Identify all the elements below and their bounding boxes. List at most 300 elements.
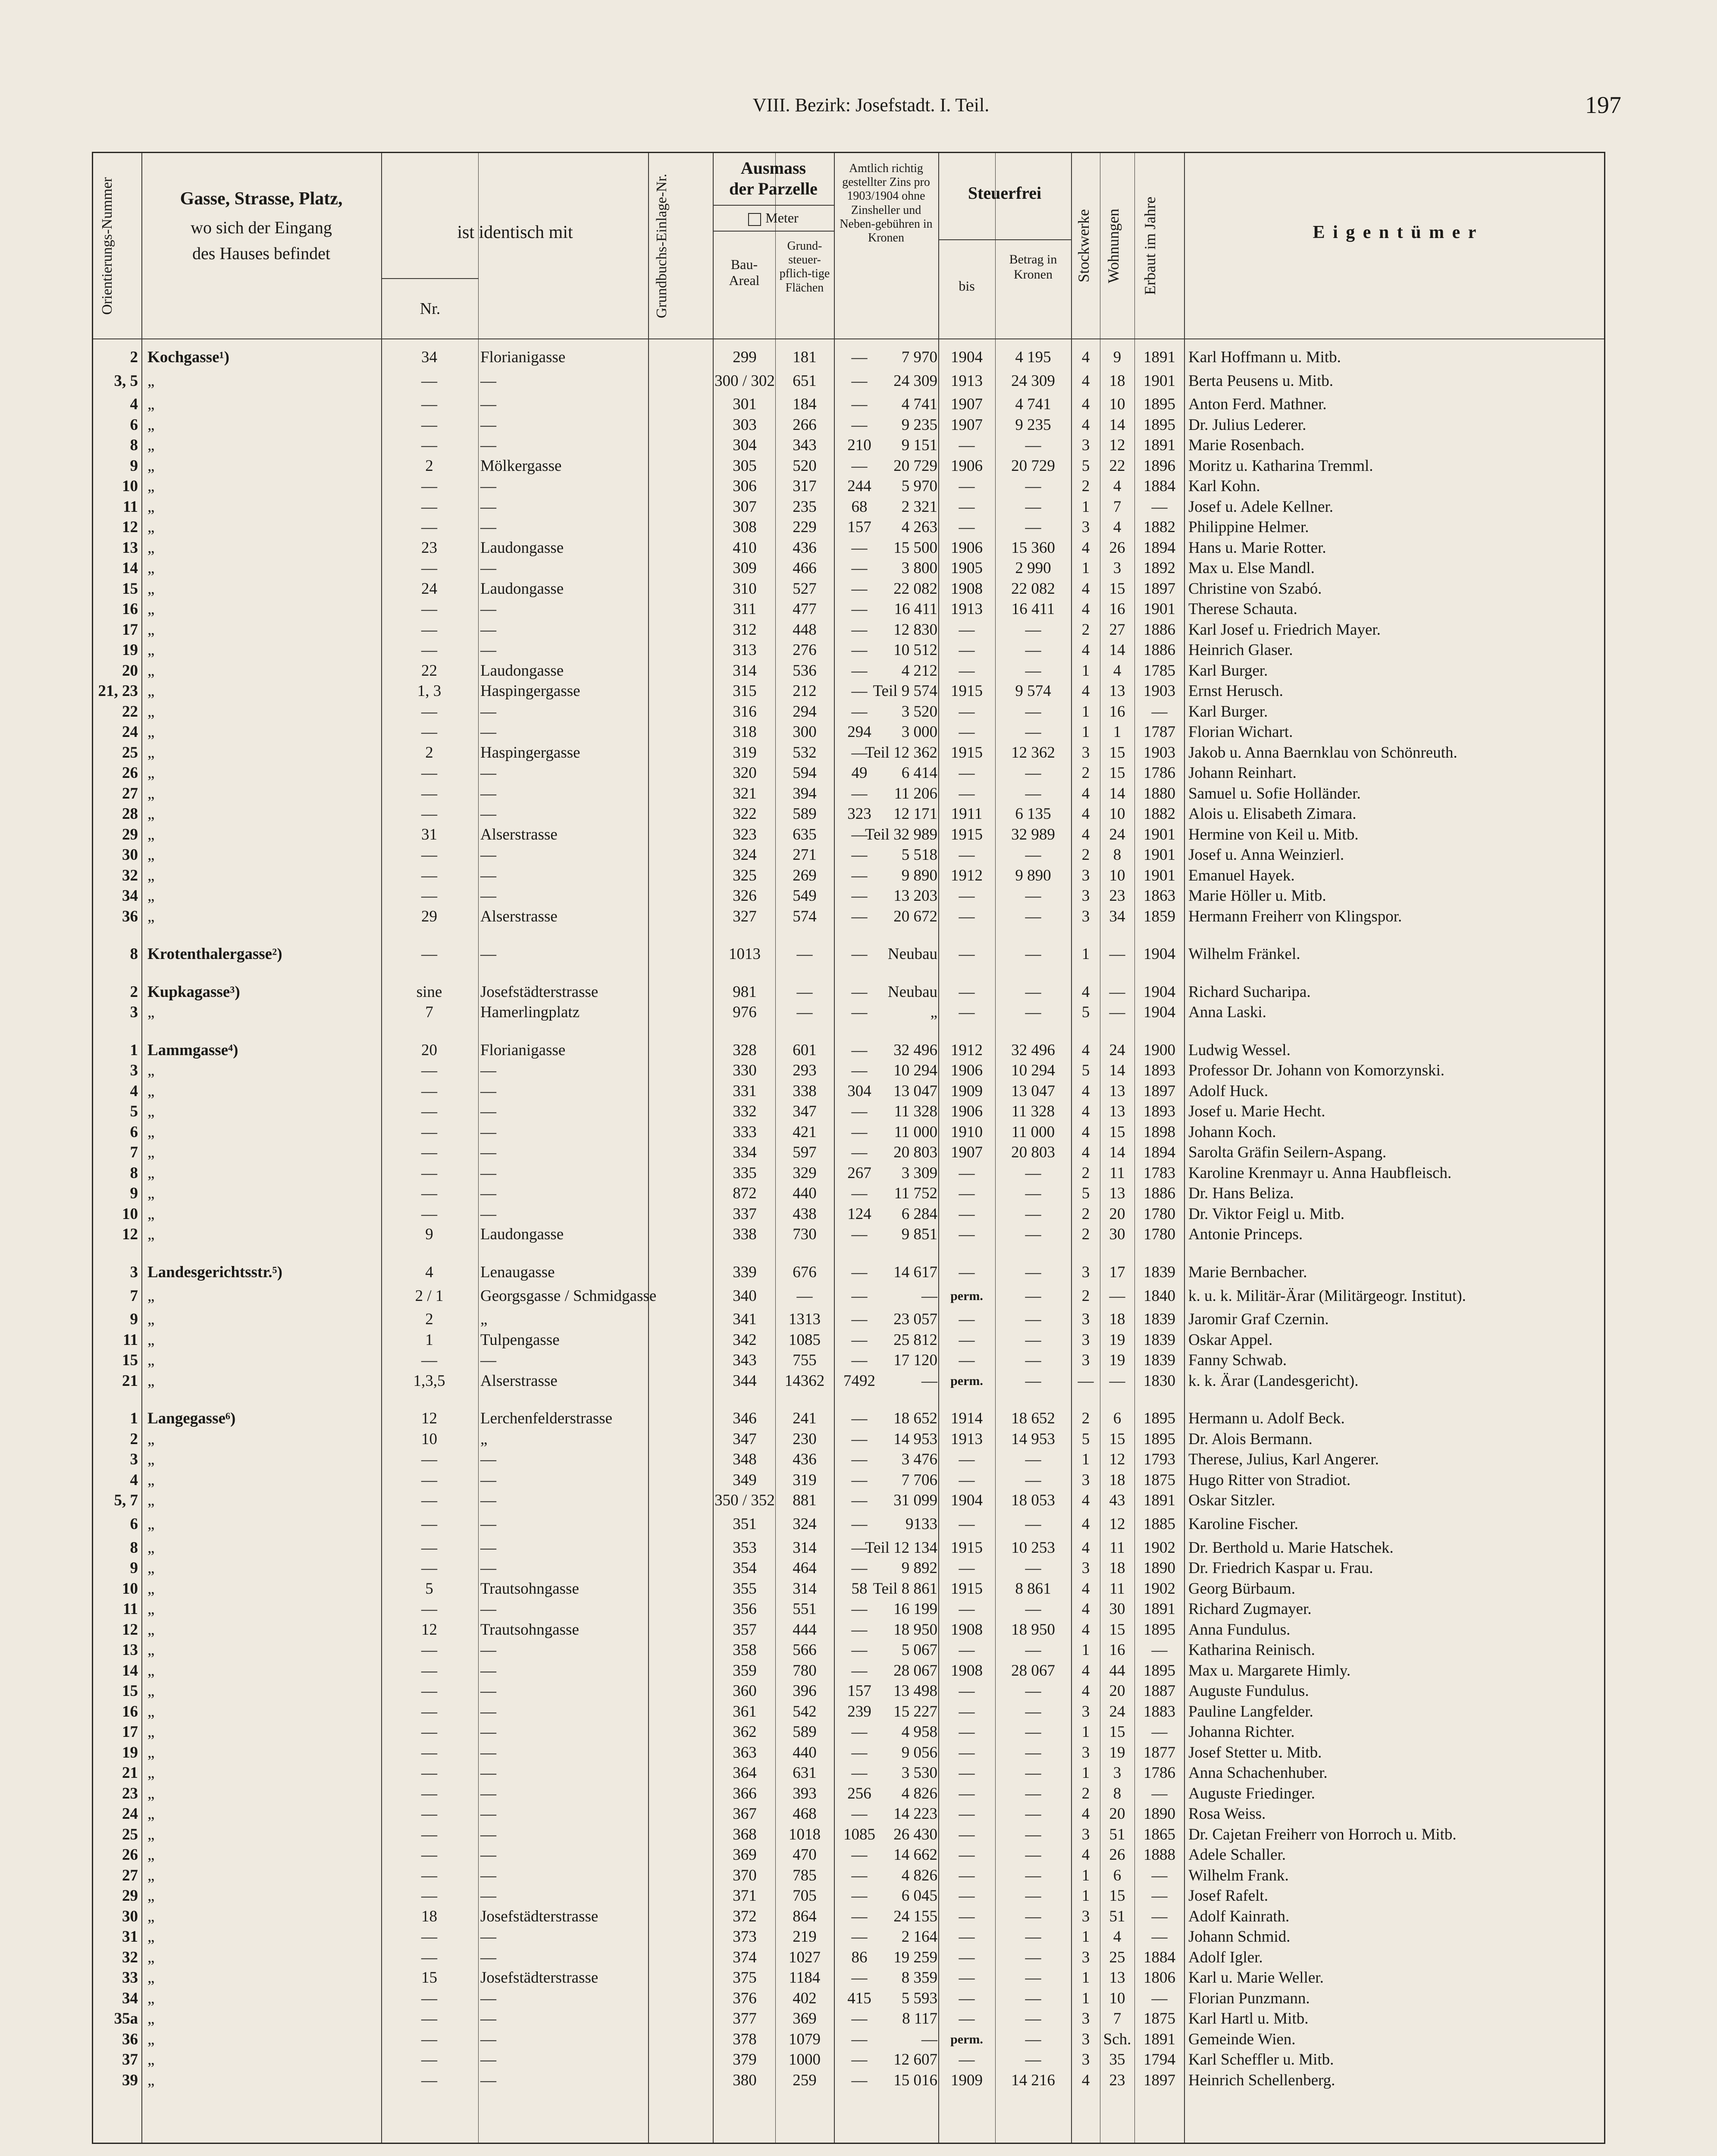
cell-eig: Max u. Else Mandl. (1188, 559, 1315, 577)
cell-gb: 326 (733, 887, 757, 905)
cell-imit: Laudongasse (480, 661, 564, 680)
cell-zins: 2 164 (901, 1928, 937, 1946)
cell-stock: 3 (1081, 1331, 1090, 1349)
cell-inr: — (421, 2010, 437, 2028)
cell-betrag: — (1025, 1907, 1041, 1925)
cell-wohn: 14 (1109, 1144, 1125, 1162)
cell-wohn: 10 (1109, 805, 1125, 823)
cell-wohn: 16 (1109, 600, 1125, 618)
cell-st: „ (147, 518, 155, 536)
cell-gr: — (851, 1225, 868, 1244)
cell-imit: — (480, 1144, 496, 1162)
cell-imit: Trautsohngasse (480, 1579, 579, 1598)
cell-bis: 1908 (951, 1620, 983, 1639)
cell-betrag: — (1025, 1764, 1041, 1782)
cell-gr: — (851, 1430, 868, 1448)
cell-wohn: 14 (1109, 1062, 1125, 1080)
cell-betrag: — (1025, 1989, 1041, 2007)
cell-st: „ (147, 1907, 155, 1925)
cell-st: „ (147, 1620, 155, 1639)
cell-gr: — (851, 1805, 868, 1823)
cell-on: 8 (130, 945, 138, 963)
cell-on: 8 (130, 1164, 138, 1182)
cell-bis: — (959, 498, 975, 516)
cell-bis: 1906 (951, 1103, 983, 1121)
cell-eig: Ludwig Wessel. (1188, 1041, 1291, 1059)
cell-imit: Georgsgasse / Schmidgasse (480, 1287, 657, 1305)
cell-erb: 1904 (1144, 983, 1175, 1001)
cell-erb: 1893 (1144, 1103, 1175, 1121)
cell-wohn: 4 (1113, 1928, 1122, 1946)
cell-st: Landesgerichtsstr.⁵) (147, 1263, 282, 1281)
cell-wohn: 18 (1109, 372, 1125, 390)
cell-inr: 34 (421, 348, 437, 366)
cell-st: „ (147, 1451, 155, 1469)
cell-imit: Josefstädterstrasse (480, 983, 598, 1001)
cell-bau: 532 (793, 743, 817, 761)
cell-gb: 301 (733, 395, 757, 414)
cell-betrag: — (1025, 1928, 1041, 1946)
cell-st: „ (147, 784, 155, 802)
cell-eig: Richard Sucharipa. (1188, 983, 1311, 1001)
cell-inr: — (421, 1702, 437, 1720)
cell-gb: 305 (733, 457, 757, 475)
cell-bau: 780 (793, 1661, 817, 1680)
cell-inr: 31 (421, 825, 437, 843)
table-row (93, 1947, 1604, 1968)
cell-bis: — (959, 1723, 975, 1741)
cell-on: 9 (130, 1185, 138, 1203)
cell-inr: — (421, 1989, 437, 2007)
table-row (93, 1450, 1604, 1470)
cell-betrag: — (1025, 1641, 1041, 1659)
cell-gb: 304 (733, 436, 757, 454)
cell-imit: — (480, 395, 496, 414)
cell-imit: Florianigasse (480, 348, 566, 366)
cell-eig: Ernst Herusch. (1188, 682, 1283, 700)
cell-eig: Marie Rosenbach. (1188, 436, 1305, 454)
cell-bau: 394 (793, 784, 817, 802)
cell-gr: — (851, 1620, 868, 1639)
cell-wohn: 15 (1109, 764, 1125, 782)
cell-inr: — (421, 1661, 437, 1680)
col-header-betrag: Betrag in Kronen (1009, 252, 1057, 282)
cell-erb: 1895 (1144, 1661, 1175, 1680)
cell-wohn: 19 (1109, 1331, 1125, 1349)
cell-imit: — (480, 498, 496, 516)
cell-gr: 267 (847, 1164, 871, 1182)
cell-stock: 3 (1081, 1825, 1090, 1843)
cell-eig: Karl Kohn. (1188, 477, 1260, 495)
cell-gb: 318 (733, 723, 757, 741)
table-row (93, 1470, 1604, 1491)
cell-on: 26 (122, 1846, 138, 1864)
cell-inr: 9 (425, 1225, 433, 1244)
cell-inr: — (421, 559, 437, 577)
cell-bis: 1909 (951, 2071, 983, 2089)
cell-eig: Richard Zugmayer. (1188, 1600, 1312, 1618)
cell-st: „ (147, 1144, 155, 1162)
cell-gr: — (851, 1723, 868, 1741)
cell-gb: 313 (733, 641, 757, 659)
cell-gb: 357 (733, 1620, 757, 1639)
cell-st: „ (147, 723, 155, 741)
cell-zins: Teil 12 362 (865, 743, 937, 761)
cell-betrag: — (1025, 1887, 1041, 1905)
cell-stock: 5 (1081, 1062, 1090, 1080)
cell-eig: Josef Rafelt. (1188, 1887, 1268, 1905)
cell-wohn: 7 (1113, 498, 1122, 516)
cell-inr: — (421, 620, 437, 639)
cell-imit: Tulpengasse (480, 1331, 560, 1349)
cell-inr: — (421, 1205, 437, 1223)
cell-gb: 344 (733, 1372, 757, 1390)
cell-bis: 1913 (951, 1430, 983, 1448)
cell-st: „ (147, 1887, 155, 1905)
cell-bis: — (959, 1225, 975, 1244)
cell-wohn: 3 (1113, 559, 1122, 577)
cell-erb: 1839 (1144, 1351, 1175, 1369)
cell-inr: — (421, 1471, 437, 1489)
cell-eig: Sarolta Gräfin Seilern-Aspang. (1188, 1144, 1387, 1162)
table-row (93, 517, 1604, 538)
cell-eig: k. k. Ärar (Landesgericht). (1188, 1372, 1359, 1390)
cell-bau: 1027 (789, 1948, 821, 1966)
cell-imit: Alserstrasse (480, 1372, 558, 1390)
cell-gb: 312 (733, 620, 757, 639)
cell-betrag: 9 890 (1015, 866, 1051, 884)
cell-erb: 1783 (1144, 1164, 1175, 1182)
cell-wohn: 11 (1109, 1164, 1125, 1182)
cell-betrag: — (1025, 1846, 1041, 1864)
cell-imit: Josefstädterstrasse (480, 1969, 598, 1987)
cell-eig: Wilhelm Frank. (1188, 1866, 1289, 1884)
cell-erb: 1891 (1144, 348, 1175, 366)
cell-zins: 14 223 (893, 1805, 937, 1823)
cell-zins: 7 706 (901, 1471, 937, 1489)
cell-bau: 631 (793, 1764, 817, 1782)
cell-eig: Jakob u. Anna Baernklau von Schönreuth. (1188, 743, 1457, 761)
cell-gb: 369 (733, 1846, 757, 1864)
cell-stock: 4 (1081, 395, 1090, 414)
cell-imit: Josefstädterstrasse (480, 1907, 598, 1925)
cell-on: 6 (130, 1123, 138, 1141)
table-row (93, 347, 1604, 368)
cell-bis: 1909 (951, 1082, 983, 1100)
cell-on: 17 (122, 1723, 138, 1741)
cell-inr: sine (416, 983, 442, 1001)
cell-zins: 32 496 (893, 1041, 937, 1059)
cell-gb: 299 (733, 348, 757, 366)
cell-betrag: 20 729 (1011, 457, 1055, 475)
cell-inr: — (421, 1641, 437, 1659)
cell-imit: — (480, 1702, 496, 1720)
cell-gr: — (851, 907, 868, 925)
cell-zins: 10 294 (893, 1062, 937, 1080)
cell-eig: Heinrich Glaser. (1188, 641, 1293, 659)
cell-erb: 1890 (1144, 1805, 1175, 1823)
cell-inr: — (421, 436, 437, 454)
cell-on: 27 (122, 784, 138, 802)
cell-wohn: 15 (1109, 743, 1125, 761)
cell-erb: 1793 (1144, 1451, 1175, 1469)
cell-on: 4 (130, 1471, 138, 1489)
cell-imit: — (480, 2010, 496, 2028)
cell-st: „ (147, 1559, 155, 1577)
cell-erb: — (1151, 1907, 1168, 1925)
table-row (93, 1351, 1604, 1371)
cell-eig: Georg Bürbaum. (1188, 1579, 1295, 1598)
cell-erb: 1786 (1144, 764, 1175, 782)
cell-inr: — (421, 1559, 437, 1577)
cell-erb: 1886 (1144, 620, 1175, 639)
cell-bau: 396 (793, 1682, 817, 1700)
cell-betrag: — (1025, 1805, 1041, 1823)
cell-st: „ (147, 436, 155, 454)
cell-stock: 1 (1081, 661, 1090, 680)
cell-st: „ (147, 1579, 155, 1598)
cell-stock: 5 (1081, 1003, 1090, 1022)
table-row (93, 558, 1604, 579)
cell-stock: 3 (1081, 518, 1090, 536)
cell-bis: 1904 (951, 348, 983, 366)
table-row (93, 538, 1604, 558)
cell-imit: — (480, 2051, 496, 2069)
cell-gb: 376 (733, 1989, 757, 2007)
cell-bau: 1085 (789, 1331, 821, 1349)
cell-st: „ (147, 1989, 155, 2007)
cell-gr: — (851, 348, 868, 366)
cell-betrag: — (1025, 661, 1041, 680)
cell-inr: 23 (421, 539, 437, 557)
cell-gr: 1085 (843, 1825, 875, 1843)
cell-erb: 1895 (1144, 1620, 1175, 1639)
cell-inr: — (421, 1144, 437, 1162)
cell-gr: — (851, 1928, 868, 1946)
cell-gr: — (851, 784, 868, 802)
cell-betrag: — (1025, 436, 1041, 454)
cell-st: „ (147, 887, 155, 905)
cell-bis: — (959, 702, 975, 721)
cell-bau: 241 (793, 1410, 817, 1428)
cell-gr: — (851, 846, 868, 864)
cell-gr: 7492 (843, 1372, 875, 1390)
cell-st: „ (147, 1351, 155, 1369)
cell-bis: — (959, 661, 975, 680)
cell-st: „ (147, 1743, 155, 1761)
cell-erb: 1875 (1144, 1471, 1175, 1489)
cell-gb: 310 (733, 580, 757, 598)
cell-wohn: 6 (1113, 1410, 1122, 1428)
cell-eig: Dr. Viktor Feigl u. Mitb. (1188, 1205, 1344, 1223)
cell-stock: 3 (1081, 1310, 1090, 1329)
cell-gb: 359 (733, 1661, 757, 1680)
cell-bis: — (959, 1559, 975, 1577)
cell-imit: Alserstrasse (480, 907, 558, 925)
cell-bis: — (959, 1331, 975, 1349)
cell-imit: Trautsohngasse (480, 1620, 579, 1639)
cell-gb: 354 (733, 1559, 757, 1577)
cell-st: „ (147, 1082, 155, 1100)
cell-on: 4 (130, 395, 138, 414)
cell-stock: 4 (1081, 1041, 1090, 1059)
cell-erb: — (1151, 1928, 1168, 1946)
cell-on: 9 (130, 457, 138, 475)
cell-bau: 393 (793, 1784, 817, 1802)
cell-bau: 864 (793, 1907, 817, 1925)
cell-eig: Dr. Cajetan Freiherr von Horroch u. Mitb. (1188, 1825, 1457, 1843)
cell-wohn: 35 (1109, 2051, 1125, 2069)
cell-bau: 402 (793, 1989, 817, 2007)
table-row (93, 2070, 1604, 2091)
cell-betrag: — (1025, 887, 1041, 905)
cell-betrag: — (1025, 1287, 1041, 1305)
cell-st: „ (147, 1185, 155, 1203)
cell-zins: 3 000 (901, 723, 937, 741)
cell-bis: — (959, 477, 975, 495)
cell-gb: 339 (733, 1263, 757, 1281)
cell-erb: 1891 (1144, 436, 1175, 454)
cell-inr: — (421, 1451, 437, 1469)
cell-on: 3, 5 (114, 372, 138, 390)
cell-wohn: 7 (1113, 2010, 1122, 2028)
table-row (93, 1927, 1604, 1948)
cell-gr: — (851, 682, 868, 700)
cell-gb: 370 (733, 1866, 757, 1884)
cell-betrag: 22 082 (1011, 580, 1055, 598)
cell-betrag: — (1025, 1969, 1041, 1987)
cell-betrag: — (1025, 945, 1041, 963)
cell-erb: 1839 (1144, 1310, 1175, 1329)
cell-betrag: — (1025, 1866, 1041, 1884)
cell-on: 33 (122, 1969, 138, 1987)
cell-wohn: Sch. (1103, 2030, 1131, 2048)
cell-betrag: 15 360 (1011, 539, 1055, 557)
cell-gr: — (851, 372, 868, 390)
cell-gr: — (851, 661, 868, 680)
cell-stock: 4 (1081, 682, 1090, 700)
cell-zins: 8 117 (902, 2010, 937, 2028)
cell-gr: — (851, 1287, 868, 1305)
cell-imit: — (480, 1515, 496, 1533)
cell-bis: 1912 (951, 866, 983, 884)
cell-stock: 4 (1081, 1123, 1090, 1141)
table-row (93, 681, 1604, 702)
cell-eig: Johann Koch. (1188, 1123, 1276, 1141)
cell-gr: — (851, 1263, 868, 1281)
cell-imit: — (480, 518, 496, 536)
cell-imit: — (480, 1805, 496, 1823)
cell-on: 13 (122, 1641, 138, 1659)
table-row (93, 763, 1604, 784)
cell-inr: — (421, 1600, 437, 1618)
cell-wohn: 15 (1109, 580, 1125, 598)
cell-bau: 1018 (789, 1825, 821, 1843)
cell-on: 3 (130, 1451, 138, 1469)
cell-gb: 347 (733, 1430, 757, 1448)
cell-bis: — (959, 641, 975, 659)
cell-zins: 9 235 (901, 416, 937, 434)
cell-erb: 1903 (1144, 682, 1175, 700)
cell-bau: 520 (793, 457, 817, 475)
cell-bau: 601 (793, 1041, 817, 1059)
cell-imit: — (480, 1743, 496, 1761)
cell-gr: — (851, 1969, 868, 1987)
table-row (93, 865, 1604, 886)
cell-bis: 1915 (951, 743, 983, 761)
cell-erb: 1895 (1144, 1410, 1175, 1428)
cell-bau: 651 (793, 372, 817, 390)
cell-on: 12 (122, 1225, 138, 1244)
cell-eig: Emanuel Hayek. (1188, 866, 1295, 884)
cell-betrag: 18 950 (1011, 1620, 1055, 1639)
cell-erb: 1882 (1144, 518, 1175, 536)
cell-st: „ (147, 2030, 155, 2048)
cell-inr: — (421, 805, 437, 823)
cell-betrag: — (1025, 620, 1041, 639)
cell-imit: — (480, 477, 496, 495)
cell-gr: — (851, 1471, 868, 1489)
cell-stock: 3 (1081, 1263, 1090, 1281)
cell-gr: — (851, 395, 868, 414)
cell-stock: 1 (1081, 1451, 1090, 1469)
cell-gb: 308 (733, 518, 757, 536)
cell-wohn: 13 (1109, 1082, 1125, 1100)
cell-bau: 436 (793, 1451, 817, 1469)
cell-imit: — (480, 436, 496, 454)
cell-bau: 705 (793, 1887, 817, 1905)
cell-gr: — (851, 1492, 868, 1510)
cell-stock: 4 (1081, 983, 1090, 1001)
cell-st: „ (147, 1723, 155, 1741)
cell-on: 14 (122, 559, 138, 577)
table-row (93, 1906, 1604, 1927)
cell-bau: 1313 (789, 1310, 821, 1329)
cell-wohn: 27 (1109, 620, 1125, 639)
cell-wohn: 24 (1109, 825, 1125, 843)
cell-wohn: 15 (1109, 1887, 1125, 1905)
cell-eig: Therese, Julius, Karl Angerer. (1188, 1451, 1379, 1469)
cell-stock: 5 (1081, 1430, 1090, 1448)
cell-on: 3 (130, 1062, 138, 1080)
cell-bis: — (959, 1185, 975, 1203)
cell-inr: — (421, 846, 437, 864)
cell-st: „ (147, 1164, 155, 1182)
cell-on: 21 (122, 1372, 138, 1390)
cell-gr: — (851, 1539, 868, 1557)
cell-bis: — (959, 1515, 975, 1533)
cell-betrag: — (1025, 1515, 1041, 1533)
cell-on: 6 (130, 1515, 138, 1533)
cell-eig: Anna Schachenhuber. (1188, 1764, 1328, 1782)
cell-zins: 23 057 (893, 1310, 937, 1329)
cell-zins: 3 476 (901, 1451, 937, 1469)
cell-zins: 24 155 (893, 1907, 937, 1925)
cell-wohn: 16 (1109, 702, 1125, 721)
cell-wohn: 43 (1109, 1492, 1125, 1510)
cell-wohn: — (1109, 1287, 1125, 1305)
col-header-erbaut: Erbaut im Jahre (1141, 197, 1159, 295)
cell-bis: 1907 (951, 1144, 983, 1162)
cell-on: 4 (130, 1082, 138, 1100)
cell-bis: 1908 (951, 580, 983, 598)
cell-zins: 3 309 (901, 1164, 937, 1182)
cell-eig: Heinrich Schellenberg. (1188, 2071, 1335, 2089)
cell-st: „ (147, 1515, 155, 1533)
cell-imit: — (480, 723, 496, 741)
cell-stock: 4 (1081, 539, 1090, 557)
cell-stock: 1 (1081, 1641, 1090, 1659)
